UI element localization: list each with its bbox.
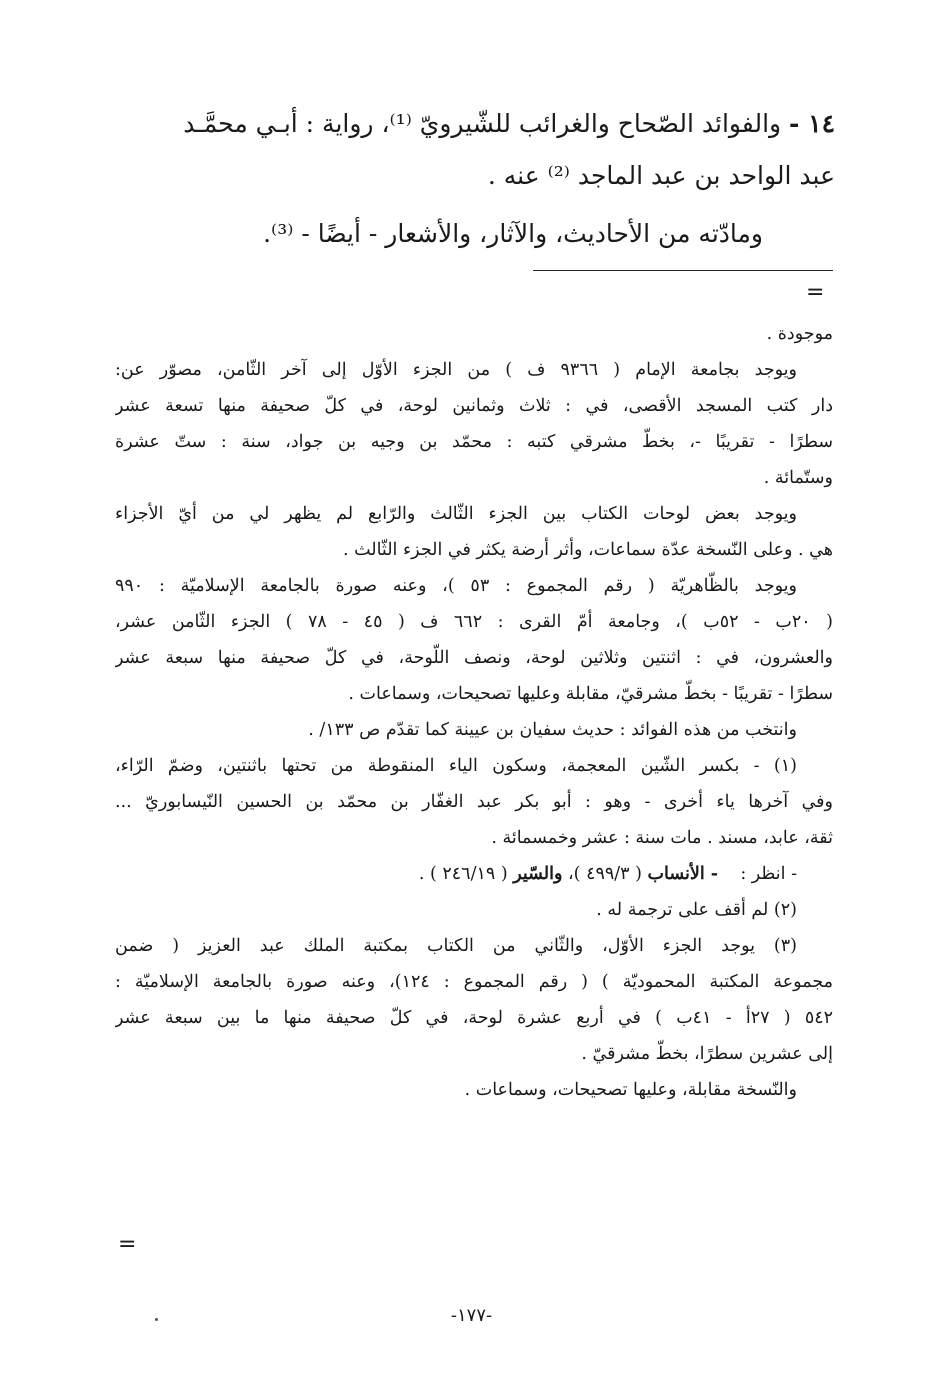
footnote-separator xyxy=(533,270,833,271)
footnote-line: وانتخب من هذه الفوائد : حديث سفيان بن عيينة كما تقدّم ص ١٣٣/ . xyxy=(308,720,797,740)
footnote-2-line: (٢) لم أقف على ترجمة له . xyxy=(596,900,797,920)
footnote-3-line: (٣) يوجد الجزء الأوّل، والثّاني من الكتاب بمكتبة الملك عبد العزيز ( ضمن xyxy=(115,936,797,956)
footnote-3-line: والنّسخة مقابلة، وعليها تصحيحات، وسماعات . xyxy=(464,1080,797,1100)
footnote-3-line: ٥٤٢ ( ٢٧أ - ٤١ب ) في أربع عشرة لوحة، في كلّ صحيفة منها ما بين سبعة عشر xyxy=(115,1008,833,1028)
page-number: -١٧٧- xyxy=(450,1305,493,1326)
ref-siyar: ( ٢٤٦/١٩ ) . xyxy=(418,864,508,884)
ref-ansab-label: - الأنساب xyxy=(647,864,719,884)
footnote-line: هي . وعلى النّسخة عدّة سماعات، وأثر أرضة يكثر في الجزء الثّالث . xyxy=(342,540,833,560)
footnote-3-line: مجموعة المكتبة المحموديّة ) ( رقم المجموع : ١٢٤)، وعنه صورة بالجامعة الإسلاميّة : xyxy=(115,972,833,992)
footnote-line: سطرًا - تقريبًا -، بخطّ مشرقي كتبه : محمّد بن وجيه بن جواد، سنة : ستّ عشرة xyxy=(115,432,833,452)
continued-marker: = xyxy=(806,280,825,305)
footnote-line: ويوجد بجامعة الإمام ( ٩٣٦٦ ف ) من الجزء الأوّل إلى آخر الثّامن، مصوّر عن: xyxy=(115,360,797,380)
scan-speck xyxy=(155,1318,158,1321)
footnotes xyxy=(115,316,833,1108)
main-text xyxy=(105,98,835,260)
footnote-ref-line xyxy=(115,856,833,892)
main-line-2: عبد الواحد بن عبد الماجد ⁽²⁾ عنه . xyxy=(487,161,835,190)
footnote-1-line: وفي آخرها ياء أخرى - وهو : أبو بكر عبد الغفّار بن محمّد بن الحسين النّيسابوريّ ... xyxy=(115,792,833,812)
footnote-line: والعشرون، في : اثنتين وثلاثين لوحة، ونصف اللّوحة، في كلّ صحيفة منها سبعة عشر xyxy=(115,648,833,668)
footnote-line: ويوجد بعض لوحات الكتاب بين الجزء الثّالث والرّابع لم يظهر لي من أيّ الأجزاء xyxy=(115,504,797,524)
footnote-line: وستّمائة . xyxy=(763,468,833,488)
footnote-line: موجودة . xyxy=(766,324,833,344)
footnote-line: ويوجد بالظّاهريّة ( رقم المجموع : ٥٣ )، وعنه صورة بالجامعة الإسلاميّة : ٩٩٠ xyxy=(115,576,797,596)
entry-number: ١٤ - xyxy=(789,109,835,138)
footnote-3-line: إلى عشرين سطرًا، بخطّ مشرقيّ . xyxy=(581,1044,833,1064)
ref-prefix: - انظر : xyxy=(740,864,797,884)
ref-siyar-label: والسّير xyxy=(513,864,563,884)
main-line-3: ومادّته من الأحاديث، والآثار، والأشعار - أيضًا - ⁽³⁾. xyxy=(263,219,763,248)
main-line-1 xyxy=(105,98,835,150)
ref-ansab: ( ٤٩٩/٣ )، xyxy=(568,864,642,884)
footnote-line: ( ٢٠ب - ٥٢ب )، وجامعة أمّ القرى : ٦٦٢ ف ( ٤٥ - ٧٨ ) الجزء الثّامن عشر، xyxy=(115,612,833,632)
footnote-1-line: ثقة، عابد، مسند . مات سنة : عشر وخمسمائة . xyxy=(491,828,833,848)
footnote-line: سطرًا - تقريبًا - بخطّ مشرقيّ، مقابلة وعليها تصحيحات، وسماعات . xyxy=(348,684,833,704)
continues-marker: = xyxy=(118,1232,137,1257)
entry-title: والفوائد الصّحاح والغرائب للشّيرويّ ⁽¹⁾، رواية : أبـي محمَّـد xyxy=(183,109,790,138)
footnote-line: دار كتب المسجد الأقصى، في : ثلاث وثمانين لوحة، في كلّ صحيفة منها تسعة عشر xyxy=(115,396,833,416)
footnote-1-line: (١) - بكسر الشّين المعجمة، وسكون الياء المنقوطة من تحتها باثنتين، وضمّ الرّاء، xyxy=(115,756,797,776)
